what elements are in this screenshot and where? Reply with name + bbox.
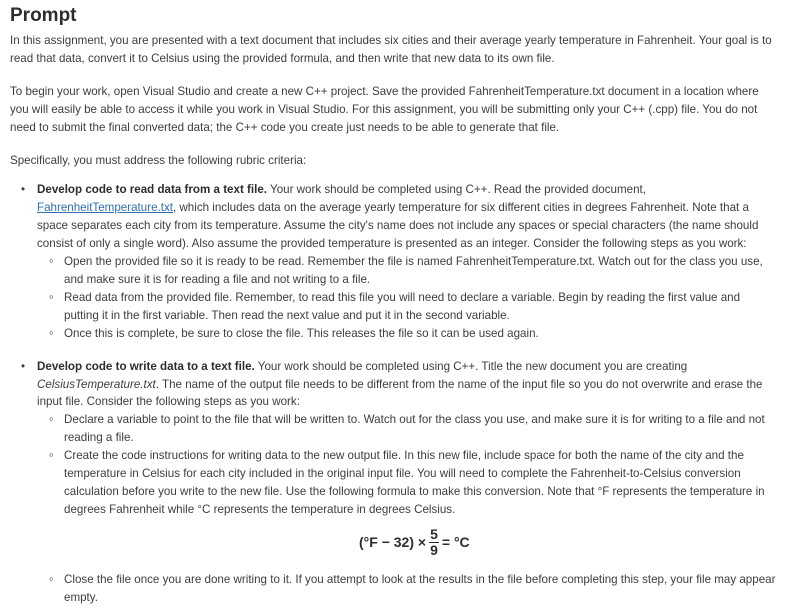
criterion-write <box>37 358 776 607</box>
criterion-write-text-1: Your work should be completed using C++. Title the new document you are creating <box>254 359 688 373</box>
write-step: ◦ Declare a variable to point to the file that will be written to. Watch out for the class you use, and make sure it is for writing to a file and not reading a file. <box>64 411 776 447</box>
fahrenheit-file-link[interactable]: FahrenheitTemperature.txt <box>37 201 173 215</box>
criteria-list <box>10 181 776 606</box>
formula-numerator: 5 <box>430 526 438 543</box>
intro-paragraph: In this assignment, you are presented with a text document that includes six cities and their average yearly temperature in Fahrenheit. Your goal is to read that data, convert it to Celsius using the provided formula, and then write that new data to its own file. <box>10 34 772 65</box>
criterion-read-heading: Develop code to read data from a text file. <box>37 183 268 197</box>
write-step <box>64 447 776 519</box>
conversion-formula <box>37 521 776 565</box>
setup-paragraph: To begin your work, open Visual Studio and create a new C++ project. Save the provided FahrenheitTemperature.txt document in a location where you will easily be able to access it while you work in Visual Studio. For this assignment, you will be submitting only your C++ (.cpp) file. You do not need to submit the final converted data; the C++ code you create just needs to be able to generate that file. <box>10 84 759 134</box>
criterion-read-text-1: Your work should be completed using C++. Read the provided document, <box>267 183 646 197</box>
formula-fraction <box>429 527 439 558</box>
write-steps-list <box>37 411 776 518</box>
write-step: ◦ Close the file once you are done writing to it. If you attempt to look at the results in the file before completing this step, your file may appear empty. <box>64 571 776 607</box>
read-step: ◦ Once this is complete, be sure to close the file. This releases the file so it can be used again. <box>64 325 776 343</box>
formula-right: = °C <box>441 533 470 550</box>
page-title: Prompt <box>10 5 77 26</box>
formula-left: (°F − 32) × <box>359 533 427 550</box>
read-step: ◦ Open the provided file so it is ready to be read. Remember the file is named FahrenheitTemperature.txt. Watch out for the class you use, and make sure it is for reading a file and not writing to a file. <box>64 253 776 289</box>
criterion-write-text-2: . The name of the output file needs to be different from the name of the input file so you do not overwrite and erase the input file. Consider the following steps as you work: <box>37 377 763 409</box>
criterion-write-heading: Develop code to write data to a text file. <box>37 359 255 373</box>
write-step-text: Create the code instructions for writing data to the new output file. In this new file, include space for both the name of the city and the temperature in Celsius for each city included in the original input file. You will need to complete the Fahrenheit-to-Celsius conversion calculation before you write to the new file. Use the following formula to make this conversion. Note that °F represents the temperature in degrees Fahrenheit while °C represents the temperature in degrees Celsius. <box>64 449 765 516</box>
read-steps-list <box>37 253 776 343</box>
formula-denominator: 9 <box>430 542 438 559</box>
criterion-read <box>37 181 776 342</box>
celsius-file-name: CelsiusTemperature.txt <box>37 377 156 391</box>
write-steps-list-continued <box>37 571 776 607</box>
criterion-read-text-2: , which includes data on the average yearly temperature for six different cities in degrees Fahrenheit. Note that a space separates each city from its temperature. Assume the city's name does not include any spaces or special characters (the name should consist of only a single word). Also assume the provided temperature is presented as an integer. Consider the following steps as you work: <box>37 201 759 251</box>
read-step: ◦ Read data from the provided file. Remember, to read this file you will need to declare a variable. Begin by reading the first value and putting it in the first variable. Then read the next value and put it in the second variable. <box>64 289 776 325</box>
criteria-intro: Specifically, you must address the following rubric criteria: <box>10 153 307 167</box>
